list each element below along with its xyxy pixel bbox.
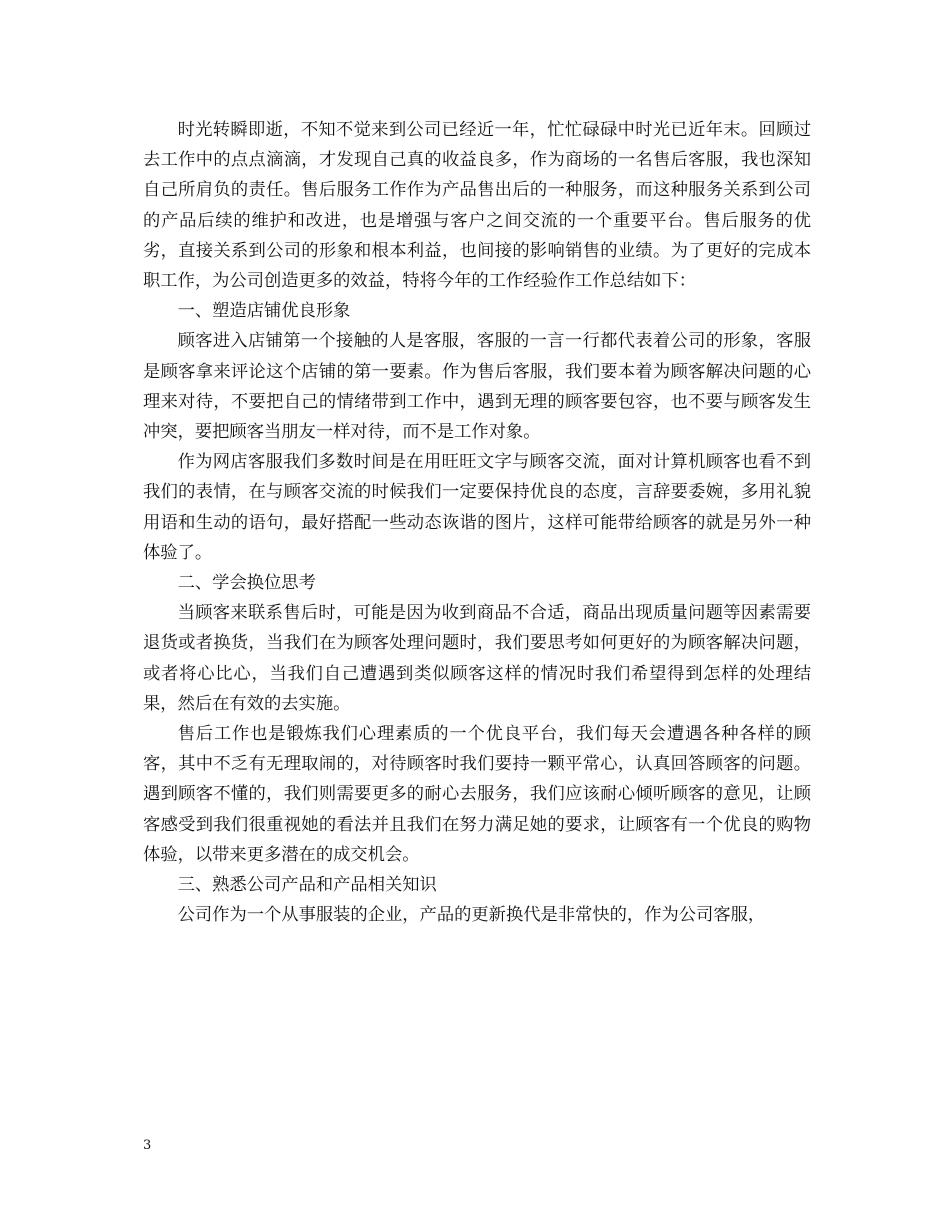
document-body	[143, 115, 811, 930]
section-heading-1: 一、塑造店铺优良形象	[177, 301, 351, 322]
page-number: 3	[143, 1138, 152, 1153]
section-heading-2: 二、学会换位思考	[177, 573, 316, 594]
section-2-paragraph-1: 当顾客来联系售后时，可能是因为收到商品不合适，商品出现质量问题等因素需要退货或者换货，当我们在为顾客处理问题时，我们要思考如何更好的为顾客解决问题，或者将心比心，当我们自己遭遇到类似顾客这样的情况时我们希望得到怎样的处理结果，然后在有效的去实施。	[143, 603, 811, 714]
section-3-paragraph-1: 公司作为一个从事服装的企业，产品的更新换代是非常快的，作为公司客服，	[177, 905, 766, 926]
section-1-paragraph-1: 顾客进入店铺第一个接触的人是客服，客服的一言一行都代表着公司的形象，客服是顾客拿来评论这个店铺的第一要素。作为售后客服，我们要本着为顾客解决问题的心理来对待，不要把自己的情绪带到工作中，遇到无理的顾客要包容，也不要与顾客发生冲突，要把顾客当朋友一样对待，而不是工作对象。	[143, 331, 811, 443]
section-heading-3: 三、熟悉公司产品和产品相关知识	[177, 875, 437, 896]
section-1-paragraph-2: 作为网店客服我们多数时间是在用旺旺文字与顾客交流，面对计算机顾客也看不到我们的表情，在与顾客交流的时候我们一定要保持优良的态度，言辞要委婉，多用礼貌用语和生动的语句，最好搭配一些动态诙谐的图片，这样可能带给顾客的就是另外一种体验了。	[143, 452, 811, 563]
intro-paragraph: 时光转瞬即逝，不知不觉来到公司已经近一年，忙忙碌碌中时光已近年末。回顾过去工作中的点点滴滴，才发现自己真的收益良多，作为商场的一名售后客服，我也深知自己所肩负的责任。售后服务工作作为产品售出后的一种服务，而这种服务关系到公司的产品后续的维护和改进，也是增强与客户之间交流的一个重要平台。售后服务的优劣，直接关系到公司的形象和根本利益，也间接的影响销售的业绩。为了更好的完成本职工作，为公司创造更多的效益，特将今年的工作经验作工作总结如下：	[143, 120, 811, 292]
section-2-paragraph-2: 售后工作也是锻炼我们心理素质的一个优良平台，我们每天会遭遇各种各样的顾客，其中不乏有无理取闹的，对待顾客时我们要持一颗平常心，认真回答顾客的问题。遇到顾客不懂的，我们则需要更多的耐心去服务，我们应该耐心倾听顾客的意见，让顾客感受到我们很重视她的看法并且我们在努力满足她的要求，让顾客有一个优良的购物体验，以带来更多潜在的成交机会。	[143, 724, 811, 865]
